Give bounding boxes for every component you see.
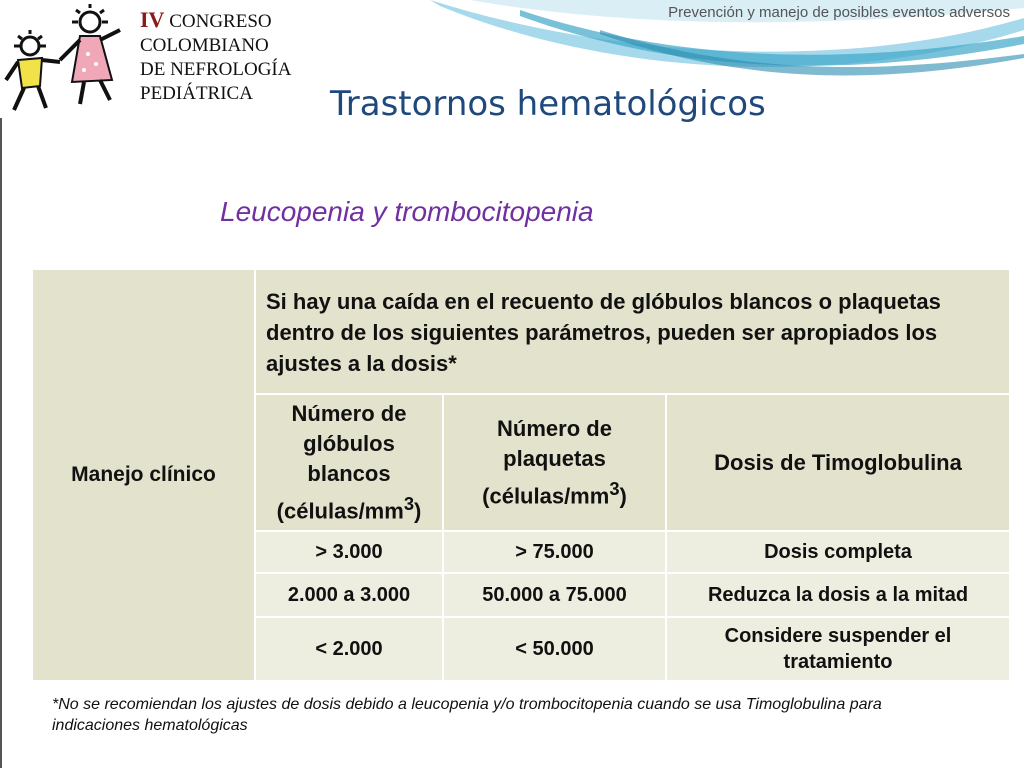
wbc-cell: > 3.000 (255, 531, 443, 573)
col-header-wbc (255, 394, 443, 531)
slide-title: Trastornos hematológicos (330, 84, 766, 124)
left-border (0, 118, 2, 768)
row-header: Manejo clínico (32, 269, 255, 681)
congress-logo (0, 0, 128, 118)
intro-row (32, 269, 1010, 394)
plt-cell: 50.000 a 75.000 (443, 573, 666, 617)
dosage-table (31, 268, 1011, 682)
plt-cell: < 50.000 (443, 617, 666, 681)
col-header-plt (443, 394, 666, 531)
footnote: *No se recomiendan los ajustes de dosis debido a leucopenia y/o trombocitopenia cuando se usa Timoglobulina para indicaciones hematológicas (52, 696, 882, 734)
col-header-plt-line2: plaquetas (503, 446, 606, 471)
congress-line1: CONGRESO (169, 11, 272, 32)
col-header-plt-sup: 3 (609, 478, 620, 499)
header-note: Prevención y manejo de posibles eventos adversos (668, 4, 1010, 21)
congress-line4: PEDIÁTRICA (140, 83, 253, 104)
congress-line2: COLOMBIANO (140, 35, 269, 56)
col-header-wbc-sup: 3 (403, 493, 415, 514)
col-header-plt-unit: (células/mm (482, 483, 610, 509)
wbc-cell: < 2.000 (255, 617, 443, 681)
intro-text: Si hay una caída en el recuento de glóbulos blancos o plaquetas dentro de los siguientes parámetros, pueden ser apropiados los ajustes a la dosis* (255, 269, 1010, 394)
congress-line3: DE NEFROLOGÍA (140, 59, 292, 80)
col-header-dose: Dosis de Timoglobulina (666, 394, 1010, 531)
dose-cell: Reduzca la dosis a la mitad (666, 573, 1010, 617)
col-header-wbc-unit: (células/mm (276, 498, 404, 524)
congress-roman: IV (140, 7, 165, 32)
wbc-cell: 2.000 a 3.000 (255, 573, 443, 617)
plt-cell: > 75.000 (443, 531, 666, 573)
dose-cell: Dosis completa (666, 531, 1010, 573)
col-header-wbc-line1: Número de (291, 401, 407, 426)
col-header-wbc-line2: glóbulos (303, 431, 395, 456)
col-header-wbc-close: ) (414, 498, 422, 524)
slide-subtitle: Leucopenia y trombocitopenia (220, 196, 594, 227)
col-header-wbc-line3: blancos (307, 461, 391, 486)
col-header-plt-close: ) (619, 483, 627, 509)
col-header-plt-line1: Número de (497, 416, 612, 441)
congress-name (140, 8, 291, 106)
dose-cell: Considere suspender el tratamiento (666, 617, 1010, 681)
